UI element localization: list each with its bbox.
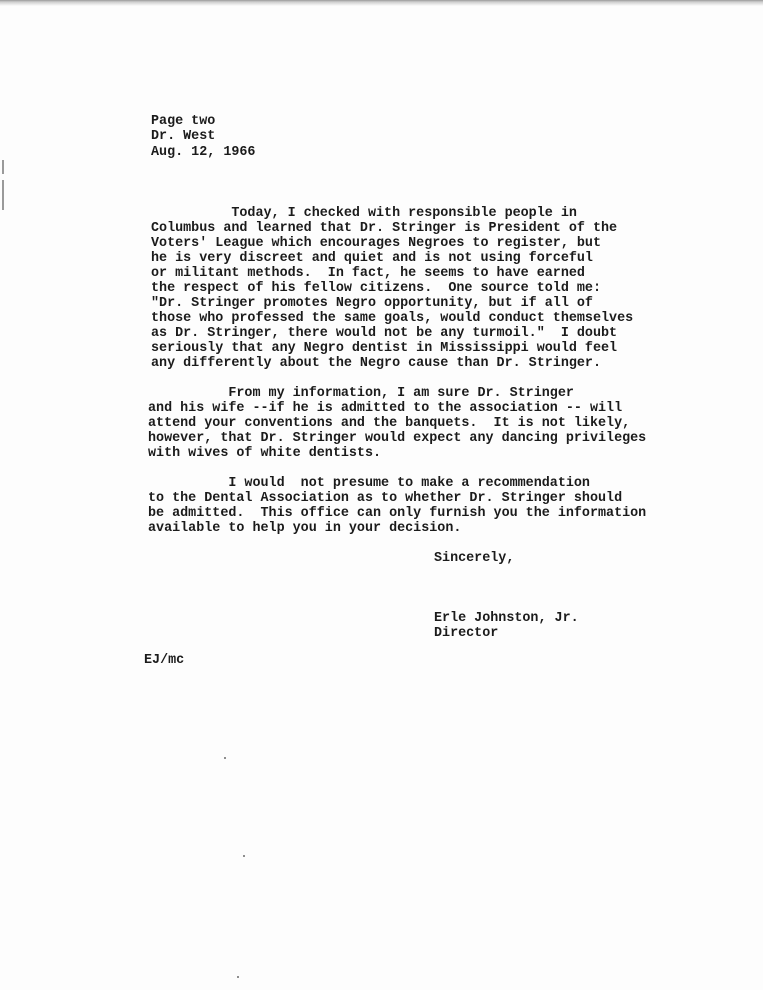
typist-initials: EJ/mc [144,653,185,668]
text-line: be admitted. This office can only furnish you the information [148,506,647,521]
text-line: From my information, I am sure Dr. Stringer [148,386,574,401]
text-line: those who professed the same goals, would conduct themselves [151,311,634,326]
scan-top-edge [0,0,763,6]
text-line: or militant methods. In fact, he seems to have earned [151,266,585,281]
text-line: he is very discreet and quiet and is not using forceful [151,251,593,266]
recipient: Dr. West [151,129,216,144]
letter-date: Aug. 12, 1966 [151,145,256,160]
page-number: Page two [151,114,216,129]
text-line: Columbus and learned that Dr. Stringer is President of the [151,221,618,236]
closing: Sincerely, [434,551,515,566]
text-line: "Dr. Stringer promotes Negro opportunity, but if all of [151,296,593,311]
text-line: available to help you in your decision. [148,521,462,536]
signer-name: Erle Johnston, Jr. [434,611,579,626]
scan-edge-mark [2,160,4,174]
scan-speck [237,976,239,978]
text-line: seriously that any Negro dentist in Mississippi would feel [151,341,618,356]
text-line: with wives of white dentists. [148,446,382,461]
signer-title: Director [434,626,499,641]
text-line: as Dr. Stringer, there would not be any turmoil." I doubt [151,326,618,341]
scan-speck [224,757,226,759]
scan-speck [243,855,245,857]
text-line: Today, I checked with responsible people in [151,206,577,221]
scan-edge-mark [2,180,4,210]
text-line: and his wife --if he is admitted to the association -- will [148,401,623,416]
text-line: attend your conventions and the banquets. It is not likely, [148,416,631,431]
text-line: the respect of his fellow citizens. One source told me: [151,281,601,296]
text-line: to the Dental Association as to whether Dr. Stringer should [148,491,623,506]
text-line: however, that Dr. Stringer would expect any dancing privileges [148,431,647,446]
text-line: any differently about the Negro cause than Dr. Stringer. [151,356,601,371]
text-line: I would not presume to make a recommendation [148,476,590,491]
text-line: Voters' League which encourages Negroes to register, but [151,236,601,251]
